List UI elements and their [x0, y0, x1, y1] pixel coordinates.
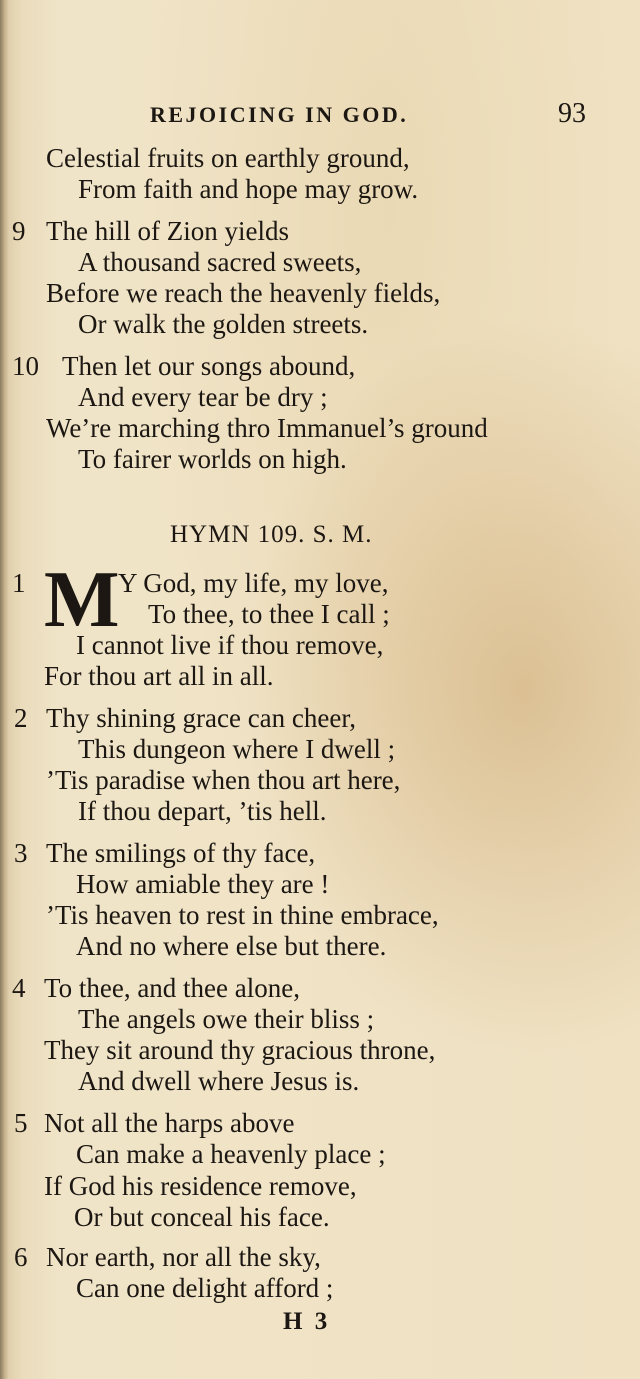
verse-number: 5	[14, 1108, 28, 1138]
verse-line: This dungeon where I dwell ;	[78, 734, 396, 764]
verse-line: And dwell where Jesus is.	[78, 1066, 360, 1096]
verse-line: Or but conceal his face.	[74, 1202, 330, 1232]
verse-line: For thou art all in all.	[44, 661, 274, 691]
verse-line: How amiable they are !	[76, 869, 330, 899]
verse-line: The angels owe their bliss ;	[78, 1004, 375, 1034]
verse-line: Not all the harps above	[44, 1108, 295, 1138]
verse-line: I cannot live if thou remove,	[76, 630, 384, 660]
hymn-title: HYMN 109. S. M.	[170, 521, 373, 548]
verse-line: If God his residence remove,	[44, 1171, 357, 1201]
verse-number: 9	[12, 216, 26, 246]
page-header	[150, 98, 610, 132]
page-number: 93	[558, 98, 586, 129]
verse-line: To thee, and thee alone,	[44, 973, 300, 1003]
drop-cap: M	[44, 556, 120, 644]
verse-number: 1	[12, 568, 26, 598]
verse-line: To thee, to thee I call ;	[148, 599, 390, 629]
binding-gutter	[0, 0, 9, 1379]
verse-line: From faith and hope may grow.	[78, 174, 419, 204]
verse-number: 3	[14, 838, 28, 868]
verse-number: 2	[14, 703, 28, 733]
verse-line: A thousand sacred sweets,	[78, 247, 362, 277]
verse-line: Before we reach the heavenly fields,	[46, 278, 441, 308]
verse-number: 6	[14, 1242, 28, 1272]
verse-line: ’Tis heaven to rest in thine embrace,	[46, 900, 439, 930]
verse-line: Nor earth, nor all the sky,	[46, 1242, 321, 1272]
verse-line: We’re marching thro Immanuel’s ground	[46, 413, 488, 443]
verse-line: If thou depart, ’tis hell.	[78, 796, 327, 826]
verse-line: Y God, my life, my love,	[118, 568, 389, 598]
signature-mark: H 3	[283, 1308, 331, 1335]
verse-number: 4	[12, 973, 26, 1003]
verse-number: 10	[12, 351, 39, 381]
verse-line: Can make a heavenly place ;	[76, 1139, 386, 1169]
verse-line: Thy shining grace can cheer,	[46, 703, 357, 733]
verse-line: Or walk the golden streets.	[78, 309, 369, 339]
verse-line: The hill of Zion yields	[46, 216, 289, 246]
running-head: REJOICING IN GOD.	[150, 102, 409, 127]
verse-line: Then let our songs abound,	[62, 351, 356, 381]
verse-line: And every tear be dry ;	[78, 382, 328, 412]
verse-line: To fairer worlds on high.	[78, 444, 347, 474]
verse-line: ’Tis paradise when thou art here,	[46, 765, 401, 795]
verse-line: They sit around thy gracious throne,	[44, 1035, 436, 1065]
verse-line: Can one delight afford ;	[76, 1273, 334, 1303]
verse-line: Celestial fruits on earthly ground,	[46, 143, 410, 173]
verse-line: And no where else but there.	[76, 931, 387, 961]
verse-line: The smilings of thy face,	[46, 838, 316, 868]
